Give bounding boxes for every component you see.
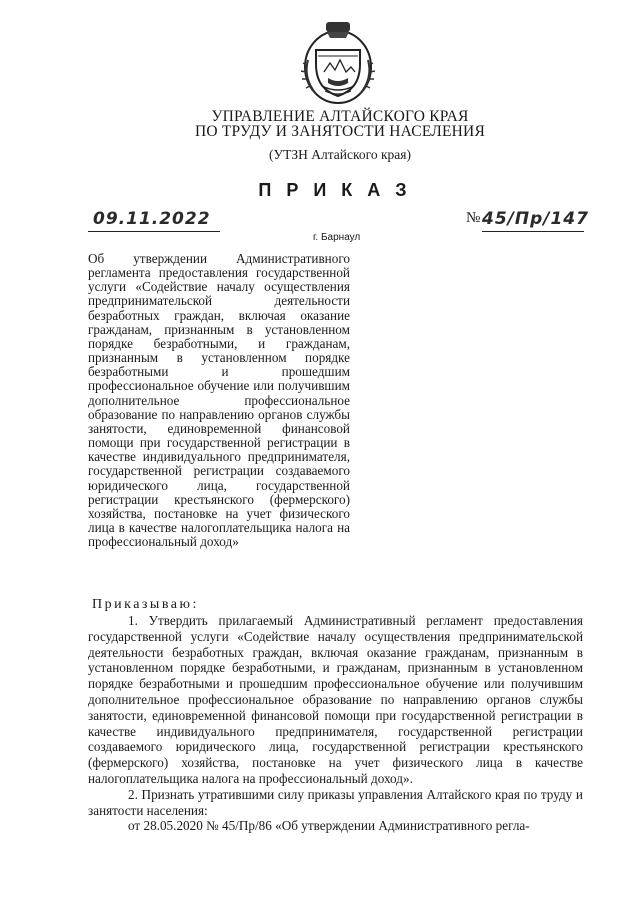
- coat-of-arms-emblem: [298, 20, 378, 106]
- org-abbreviation: (УТЗН Алтайского края): [269, 147, 411, 162]
- number-underline: [482, 231, 584, 232]
- org-name-line1: УПРАВЛЕНИЕ АЛТАЙСКОГО КРАЯ: [211, 108, 469, 125]
- date-underline: [88, 231, 220, 232]
- document-type-title: ПРИКАЗ: [258, 180, 422, 200]
- order-date: 09.11.2022: [93, 209, 211, 229]
- order-paragraph-3: от 28.05.2020 № 45/Пр/86 «Об утверждении Административного регла-: [128, 818, 530, 834]
- orders-heading: Приказываю:: [92, 597, 199, 612]
- city-label: г. Барнаул: [313, 232, 361, 243]
- subject-text: Об утверждении Административного регламента предоставления государственной услуги «Содействие началу осуществления предпринимательской деятельности безработных граждан, включая оказание гражданам, признанным в установленном порядке безработными, и гражданам, признанным в установленном порядке безработными и прошедшим профессиональное обучение или получившим дополнительное профессиональное образование по направлению органов службы занятости, единовременной финансовой помощи при государственной регистрации в качестве индивидуального предпринимателя, государственной регистрации создаваемого юридического лица, государственной регистрации крестьянского (фермерского) хозяйства, постановке на учет физического лица в качестве налогоплательщика налога на профессиональный доход»: [88, 251, 350, 550]
- order-body: [88, 613, 583, 834]
- number-label: №: [466, 210, 481, 226]
- org-name-line2: ПО ТРУДУ И ЗАНЯТОСТИ НАСЕЛЕНИЯ: [195, 123, 485, 140]
- order-subject: [88, 252, 350, 549]
- order-paragraph-2: 2. Признать утратившими силу приказы управления Алтайского края по труду и занятости населения:: [88, 786, 583, 818]
- order-paragraph-1: 1. Утвердить прилагаемый Административный регламент предоставления государственной услуги «Содействие началу осуществления предпринимательской деятельности безработных граждан, включая оказание гражданам, признанным в установленном порядке безработными, и гражданам, признанным в установленном порядке безработными и прошедшим профессиональное обучение или получившим дополнительное профессиональное образование по направлению органов службы занятости, единовременной финансовой помощи при государственной регистрации в качестве индивидуального предпринимателя, государственной регистрации создаваемого юридического лица, государственной регистрации крестьянского (фермерского) хозяйства, постановке на учет физического лица в качестве налогоплательщика налога на профессиональный доход».: [88, 613, 583, 786]
- order-number: 45/Пр/147: [482, 209, 589, 229]
